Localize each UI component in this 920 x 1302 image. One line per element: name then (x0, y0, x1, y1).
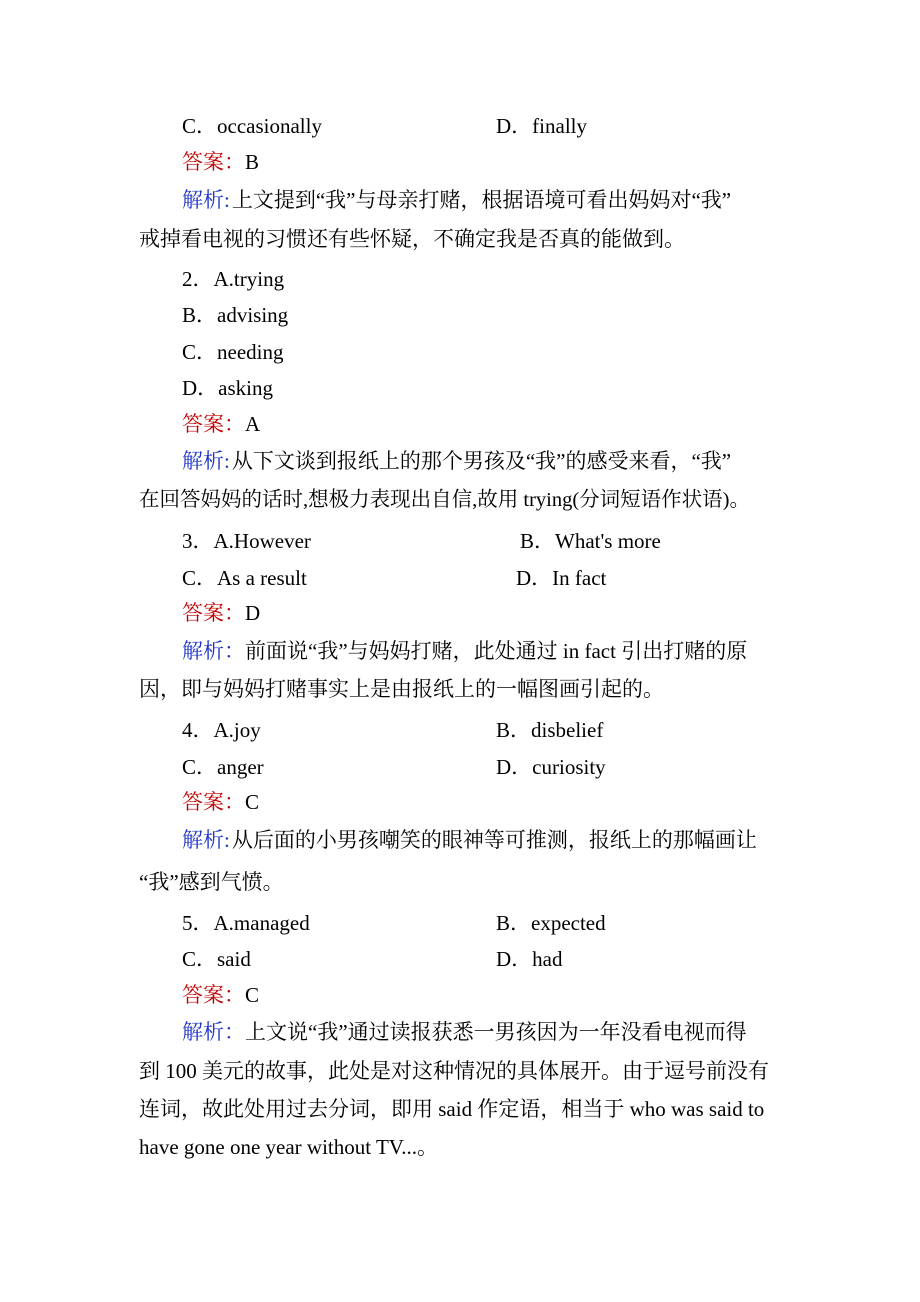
q1-answer (182, 152, 259, 173)
analysis-label: 解析: (182, 188, 230, 212)
q3-analysis-line-1 (182, 641, 747, 662)
q2-analysis-line-1 (182, 451, 731, 472)
analysis-label: 解析: (182, 449, 230, 473)
answer-value: C (245, 790, 260, 814)
q5-option-b: B．expected (496, 911, 606, 935)
q4-option-c: C．anger (182, 755, 264, 779)
q3-option-a: 3．A.However (182, 529, 311, 553)
q5-analysis-line-1 (182, 1022, 747, 1043)
q1-analysis-line-2: 戒掉看电视的习惯还有些怀疑，不确定我是否真的能做到。 (139, 227, 685, 251)
q5-option-d: D．had (496, 947, 563, 971)
q1-analysis-line-1 (182, 190, 731, 211)
q5-option-c: C．said (182, 947, 251, 971)
answer-value: C (245, 983, 260, 1007)
q4-analysis-line-2: “我”感到气愤。 (139, 870, 284, 894)
q4-analysis-line-1 (182, 830, 757, 851)
q1-option-d: D．finally (496, 114, 587, 138)
q2-option-d: D．asking (182, 376, 273, 400)
answer-label: 答案： (182, 983, 245, 1007)
q2-option-a: 2．A.trying (182, 267, 285, 291)
q1-option-c: C．occasionally (182, 114, 322, 138)
analysis-label: 解析： (182, 1020, 245, 1044)
analysis-label: 解析: (182, 828, 230, 852)
q5-analysis-line-2: 到 100 美元的故事，此处是对这种情况的具体展开。由于逗号前没有 (139, 1059, 769, 1083)
q3-answer (182, 603, 260, 624)
analysis-text: 从后面的小男孩嘲笑的眼神等可推测，报纸上的那幅画让 (231, 828, 757, 852)
q5-answer (182, 985, 259, 1006)
q5-analysis-line-4: have gone one year without TV...。 (139, 1135, 438, 1159)
q5-analysis-line-3: 连词，故此处用过去分词，即用 said 作定语，相当于 who was said to (139, 1097, 765, 1121)
q3-option-d: D．In fact (516, 566, 607, 590)
q3-analysis-line-2: 因，即与妈妈打赌事实上是由报纸上的一幅图画引起的。 (139, 677, 664, 701)
analysis-text: 从下文谈到报纸上的那个男孩及“我”的感受来看，“我” (231, 449, 732, 473)
answer-label: 答案： (182, 790, 245, 814)
q2-analysis-line-2: 在回答妈妈的话时,想极力表现出自信,故用 trying(分词短语作状语)。 (139, 489, 750, 511)
answer-label: 答案： (182, 412, 245, 436)
analysis-text: 前面说“我”与妈妈打赌，此处通过 in fact 引出打赌的原 (245, 639, 748, 663)
q2-answer (182, 414, 260, 435)
q3-option-c: C．As a result (182, 566, 307, 590)
q4-option-a: 4．A.joy (182, 718, 261, 742)
q5-option-a: 5．A.managed (182, 911, 310, 935)
q2-option-b: B．advising (182, 303, 289, 327)
q4-answer (182, 792, 259, 813)
answer-value: A (245, 412, 261, 436)
q4-option-b: B．disbelief (496, 718, 604, 742)
analysis-text: 上文说“我”通过读报获悉一男孩因为一年没看电视而得 (245, 1020, 747, 1044)
q3-option-b: B．What's more (520, 529, 661, 553)
answer-label: 答案： (182, 150, 245, 174)
q2-option-c: C．needing (182, 340, 284, 364)
answer-value: D (245, 601, 261, 625)
answer-value: B (245, 150, 260, 174)
answer-label: 答案： (182, 601, 245, 625)
q4-option-d: D．curiosity (496, 755, 606, 779)
analysis-text: 上文提到“我”与母亲打赌，根据语境可看出妈妈对“我” (231, 188, 732, 212)
analysis-label: 解析： (182, 639, 245, 663)
